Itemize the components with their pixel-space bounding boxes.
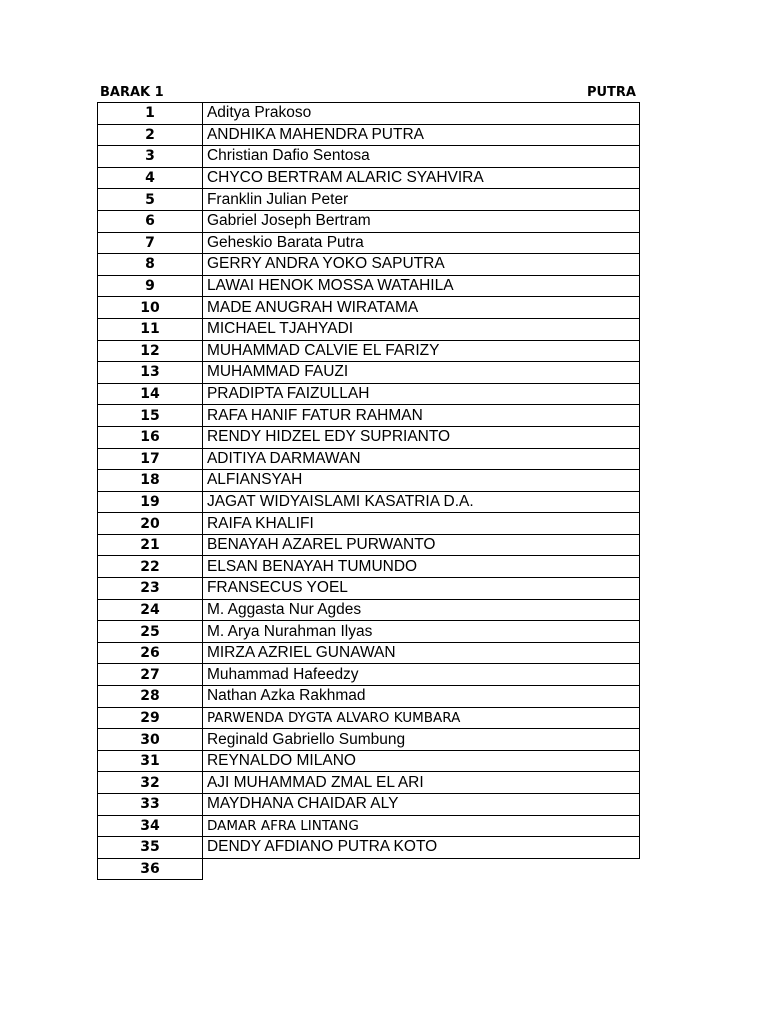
row-number: 21 bbox=[98, 534, 203, 556]
table-row bbox=[98, 275, 640, 297]
table-row bbox=[98, 513, 640, 535]
table-row bbox=[98, 103, 640, 125]
row-number: 25 bbox=[98, 621, 203, 643]
table-row bbox=[98, 837, 640, 859]
member-name: Nathan Azka Rakhmad bbox=[202, 686, 639, 708]
table-row bbox=[98, 729, 640, 751]
row-number: 35 bbox=[98, 837, 203, 859]
roster-table bbox=[97, 102, 640, 880]
table-row bbox=[98, 232, 640, 254]
roster-sheet bbox=[97, 82, 640, 880]
table-row bbox=[98, 297, 640, 319]
row-number: 36 bbox=[98, 858, 203, 880]
table-row bbox=[98, 794, 640, 816]
member-name: ALFIANSYAH bbox=[202, 470, 639, 492]
member-name: PARWENDA DYGTA ALVARO KUMBARA bbox=[202, 707, 639, 729]
table-row bbox=[98, 405, 640, 427]
roster-table-body bbox=[98, 103, 640, 880]
row-number: 17 bbox=[98, 448, 203, 470]
table-row bbox=[98, 556, 640, 578]
member-name: JAGAT WIDYAISLAMI KASATRIA D.A. bbox=[202, 491, 639, 513]
member-name: REYNALDO MILANO bbox=[202, 750, 639, 772]
member-name: AJI MUHAMMAD ZMAL EL ARI bbox=[202, 772, 639, 794]
member-name: CHYCO BERTRAM ALARIC SYAHVIRA bbox=[202, 167, 639, 189]
member-name: RAFA HANIF FATUR RAHMAN bbox=[202, 405, 639, 427]
row-number: 7 bbox=[98, 232, 203, 254]
member-name: RAIFA KHALIFI bbox=[202, 513, 639, 535]
row-number: 30 bbox=[98, 729, 203, 751]
member-name bbox=[202, 858, 639, 880]
table-row bbox=[98, 167, 640, 189]
row-number: 34 bbox=[98, 815, 203, 837]
table-row bbox=[98, 210, 640, 232]
table-row bbox=[98, 578, 640, 600]
table-row bbox=[98, 318, 640, 340]
table-row bbox=[98, 491, 640, 513]
row-number: 22 bbox=[98, 556, 203, 578]
row-number: 14 bbox=[98, 383, 203, 405]
table-row bbox=[98, 664, 640, 686]
row-number: 32 bbox=[98, 772, 203, 794]
member-name: Christian Dafio Sentosa bbox=[202, 146, 639, 168]
member-name: Reginald Gabriello Sumbung bbox=[202, 729, 639, 751]
member-name: MAYDHANA CHAIDAR ALY bbox=[202, 794, 639, 816]
row-number: 9 bbox=[98, 275, 203, 297]
member-name: Geheskio Barata Putra bbox=[202, 232, 639, 254]
row-number: 29 bbox=[98, 707, 203, 729]
row-number: 15 bbox=[98, 405, 203, 427]
row-number: 26 bbox=[98, 642, 203, 664]
row-number: 2 bbox=[98, 124, 203, 146]
member-name: DAMAR AFRA LINTANG bbox=[202, 815, 639, 837]
member-name: MADE ANUGRAH WIRATAMA bbox=[202, 297, 639, 319]
table-row bbox=[98, 642, 640, 664]
member-name: DENDY AFDIANO PUTRA KOTO bbox=[202, 837, 639, 859]
row-number: 1 bbox=[98, 103, 203, 125]
table-row bbox=[98, 815, 640, 837]
group-label: PUTRA bbox=[586, 85, 636, 100]
sheet-header bbox=[97, 82, 640, 102]
member-name: Muhammad Hafeedzy bbox=[202, 664, 639, 686]
row-number: 3 bbox=[98, 146, 203, 168]
table-row bbox=[98, 362, 640, 384]
table-row bbox=[98, 599, 640, 621]
member-name: MUHAMMAD FAUZI bbox=[202, 362, 639, 384]
member-name: M. Aggasta Nur Agdes bbox=[202, 599, 639, 621]
table-row bbox=[98, 124, 640, 146]
member-name: GERRY ANDRA YOKO SAPUTRA bbox=[202, 254, 639, 276]
table-row bbox=[98, 426, 640, 448]
row-number: 16 bbox=[98, 426, 203, 448]
member-name: PRADIPTA FAIZULLAH bbox=[202, 383, 639, 405]
member-name: MIRZA AZRIEL GUNAWAN bbox=[202, 642, 639, 664]
table-row bbox=[98, 383, 640, 405]
row-number: 19 bbox=[98, 491, 203, 513]
table-row bbox=[98, 534, 640, 556]
member-name: Aditya Prakoso bbox=[202, 103, 639, 125]
table-row bbox=[98, 146, 640, 168]
row-number: 24 bbox=[98, 599, 203, 621]
member-name: ELSAN BENAYAH TUMUNDO bbox=[202, 556, 639, 578]
row-number: 13 bbox=[98, 362, 203, 384]
row-number: 12 bbox=[98, 340, 203, 362]
row-number: 23 bbox=[98, 578, 203, 600]
row-number: 31 bbox=[98, 750, 203, 772]
member-name: Gabriel Joseph Bertram bbox=[202, 210, 639, 232]
row-number: 11 bbox=[98, 318, 203, 340]
row-number: 28 bbox=[98, 686, 203, 708]
barrack-label: BARAK 1 bbox=[100, 85, 164, 100]
row-number: 18 bbox=[98, 470, 203, 492]
table-row bbox=[98, 470, 640, 492]
table-row bbox=[98, 750, 640, 772]
table-row bbox=[98, 340, 640, 362]
row-number: 5 bbox=[98, 189, 203, 211]
table-row bbox=[98, 707, 640, 729]
table-row bbox=[98, 448, 640, 470]
table-row bbox=[98, 189, 640, 211]
row-number: 27 bbox=[98, 664, 203, 686]
table-row bbox=[98, 858, 640, 880]
row-number: 6 bbox=[98, 210, 203, 232]
row-number: 20 bbox=[98, 513, 203, 535]
row-number: 10 bbox=[98, 297, 203, 319]
member-name: FRANSECUS YOEL bbox=[202, 578, 639, 600]
row-number: 4 bbox=[98, 167, 203, 189]
table-row bbox=[98, 621, 640, 643]
table-row bbox=[98, 686, 640, 708]
table-row bbox=[98, 254, 640, 276]
member-name: BENAYAH AZAREL PURWANTO bbox=[202, 534, 639, 556]
member-name: RENDY HIDZEL EDY SUPRIANTO bbox=[202, 426, 639, 448]
member-name: ADITIYA DARMAWAN bbox=[202, 448, 639, 470]
member-name: M. Arya Nurahman Ilyas bbox=[202, 621, 639, 643]
member-name: MICHAEL TJAHYADI bbox=[202, 318, 639, 340]
member-name: ANDHIKA MAHENDRA PUTRA bbox=[202, 124, 639, 146]
row-number: 8 bbox=[98, 254, 203, 276]
member-name: Franklin Julian Peter bbox=[202, 189, 639, 211]
row-number: 33 bbox=[98, 794, 203, 816]
member-name: MUHAMMAD CALVIE EL FARIZY bbox=[202, 340, 639, 362]
member-name: LAWAI HENOK MOSSA WATAHILA bbox=[202, 275, 639, 297]
table-row bbox=[98, 772, 640, 794]
